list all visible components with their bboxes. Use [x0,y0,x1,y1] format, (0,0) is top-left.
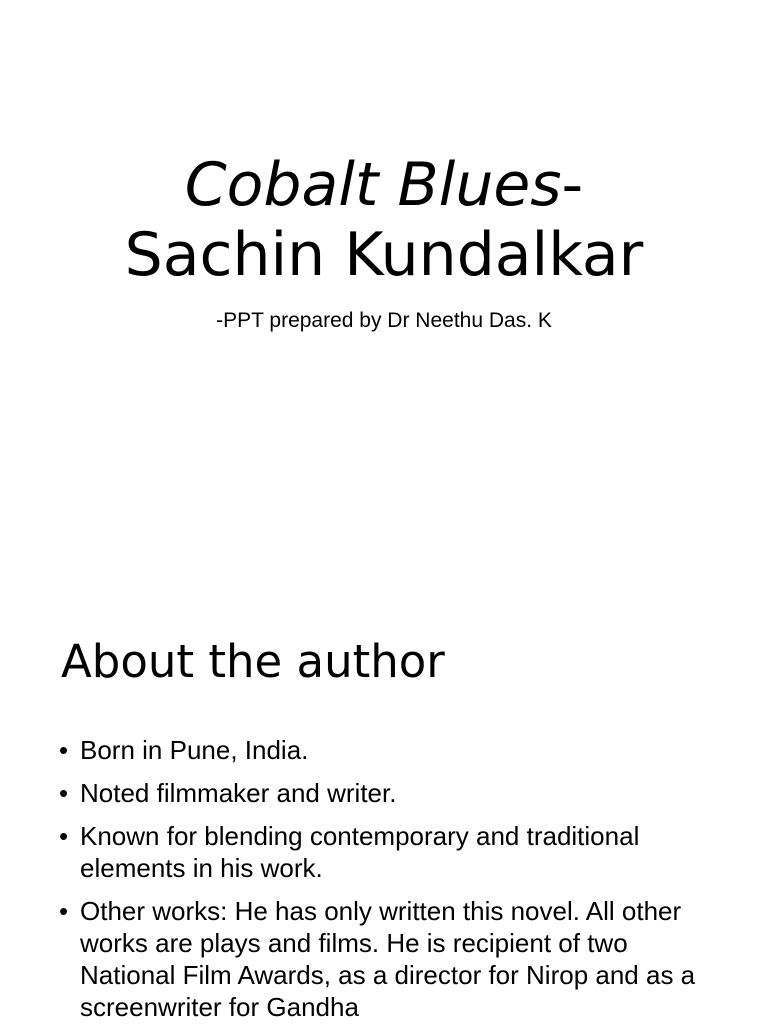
bullet-text: Born in Pune, India. [80,735,309,765]
bullet-icon: • [59,821,69,851]
bullet-icon: • [59,896,69,926]
bullet-text: Other works: He has only written this novel. All other works are plays and films. He is recipient of two National Film Awards, as a director for Nirop and as a screenwriter for Gandha [80,896,696,1022]
title-dash: - [561,150,584,220]
author-name: Sachin Kundalkar [124,220,644,290]
bullet-icon: • [59,778,69,808]
bullet-item [59,895,699,1023]
about-author-slide [0,576,768,1024]
title-line-1 [0,150,768,220]
slide-title [0,150,768,290]
bullet-item [59,820,699,884]
slide-subtitle: -PPT prepared by Dr Neethu Das. K [216,309,552,332]
bullet-text: Noted filmmaker and writer. [80,778,397,808]
bullet-item [59,777,699,809]
book-title: Cobalt Blues [184,150,562,220]
bullet-text: Known for blending contemporary and traditional elements in his work. [80,821,640,883]
bullet-item [59,734,699,766]
bullet-list [59,734,699,1034]
bullet-icon: • [59,735,69,765]
section-heading: About the author [61,635,445,688]
